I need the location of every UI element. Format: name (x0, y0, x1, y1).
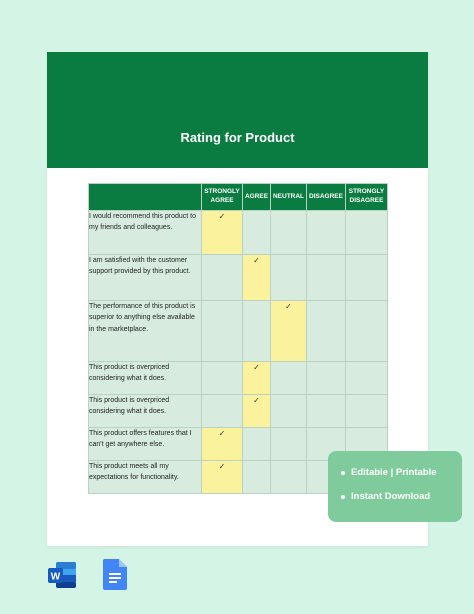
rating-cell[interactable] (307, 255, 346, 301)
rating-cell[interactable] (346, 255, 388, 301)
rating-cell[interactable] (346, 362, 388, 395)
rating-cell[interactable] (271, 362, 307, 395)
statement-cell: I would recommend this product to my friends and colleagues. (89, 211, 202, 255)
rating-cell[interactable] (307, 362, 346, 395)
check-icon: ✓ (253, 256, 260, 265)
rating-cell[interactable] (307, 211, 346, 255)
promo-editable-label: Editable | Printable (351, 467, 437, 478)
rating-cell[interactable] (243, 362, 271, 395)
header-disagree: DISAGREE (307, 184, 346, 211)
google-docs-icon[interactable] (103, 559, 127, 590)
svg-text:W: W (50, 571, 61, 583)
rating-cell[interactable] (307, 301, 346, 362)
rating-cell[interactable] (202, 362, 243, 395)
rating-cell[interactable] (346, 211, 388, 255)
statement-cell: The performance of this product is superior to anything else available in the marketplace. (89, 301, 202, 362)
rating-cell[interactable] (243, 255, 271, 301)
promo-editable (341, 467, 437, 478)
header-strongly-agree: STRONGLY AGREE (202, 184, 243, 211)
header-strongly-disagree: STRONGLY DISAGREE (346, 184, 388, 211)
rating-cell[interactable] (346, 301, 388, 362)
table-row (89, 301, 388, 362)
rating-cell[interactable] (271, 211, 307, 255)
rating-cell[interactable] (243, 211, 271, 255)
rating-cell[interactable] (271, 461, 307, 494)
statement-cell: I am satisfied with the customer support provided by this product. (89, 255, 202, 301)
bullet-icon (341, 471, 345, 475)
header-agree: AGREE (243, 184, 271, 211)
header-statement (89, 184, 202, 211)
rating-cell[interactable] (202, 461, 243, 494)
table-row (89, 255, 388, 301)
rating-cell[interactable] (243, 395, 271, 428)
rating-cell[interactable] (307, 395, 346, 428)
statement-cell: This product offers features that I can't get anywhere else. (89, 428, 202, 461)
promo-badge (328, 451, 462, 522)
check-icon: ✓ (218, 212, 226, 221)
header-neutral: NEUTRAL (271, 184, 307, 211)
rating-cell[interactable] (346, 395, 388, 428)
statement-cell: This product is overpriced considering what it does. (89, 362, 202, 395)
rating-cell[interactable] (243, 428, 271, 461)
table-row (89, 395, 388, 428)
rating-cell[interactable] (243, 301, 271, 362)
statement-cell: This product meets all my expectations for functionality. (89, 461, 202, 494)
promo-download-label: Instant Download (351, 491, 431, 502)
word-icon[interactable] (47, 560, 77, 590)
rating-cell[interactable] (271, 395, 307, 428)
statement-cell: This product is overpriced considering what it does. (89, 395, 202, 428)
check-icon: ✓ (285, 302, 292, 311)
check-icon: ✓ (253, 396, 260, 405)
rating-cell[interactable] (271, 428, 307, 461)
table-header-row (89, 184, 388, 211)
bullet-icon (341, 495, 345, 499)
rating-cell[interactable] (202, 301, 243, 362)
rating-cell[interactable] (202, 211, 243, 255)
check-icon: ✓ (218, 462, 226, 471)
rating-cell[interactable] (271, 301, 307, 362)
rating-cell[interactable] (202, 255, 243, 301)
title-banner (47, 52, 428, 168)
rating-cell[interactable] (271, 255, 307, 301)
rating-cell[interactable] (202, 395, 243, 428)
table-row (89, 211, 388, 255)
table-row (89, 362, 388, 395)
promo-download (341, 491, 430, 502)
rating-cell[interactable] (243, 461, 271, 494)
check-icon: ✓ (218, 429, 226, 438)
rating-table (88, 183, 388, 494)
check-icon: ✓ (253, 363, 260, 372)
page-title: Rating for Product (180, 130, 295, 145)
rating-cell[interactable] (202, 428, 243, 461)
